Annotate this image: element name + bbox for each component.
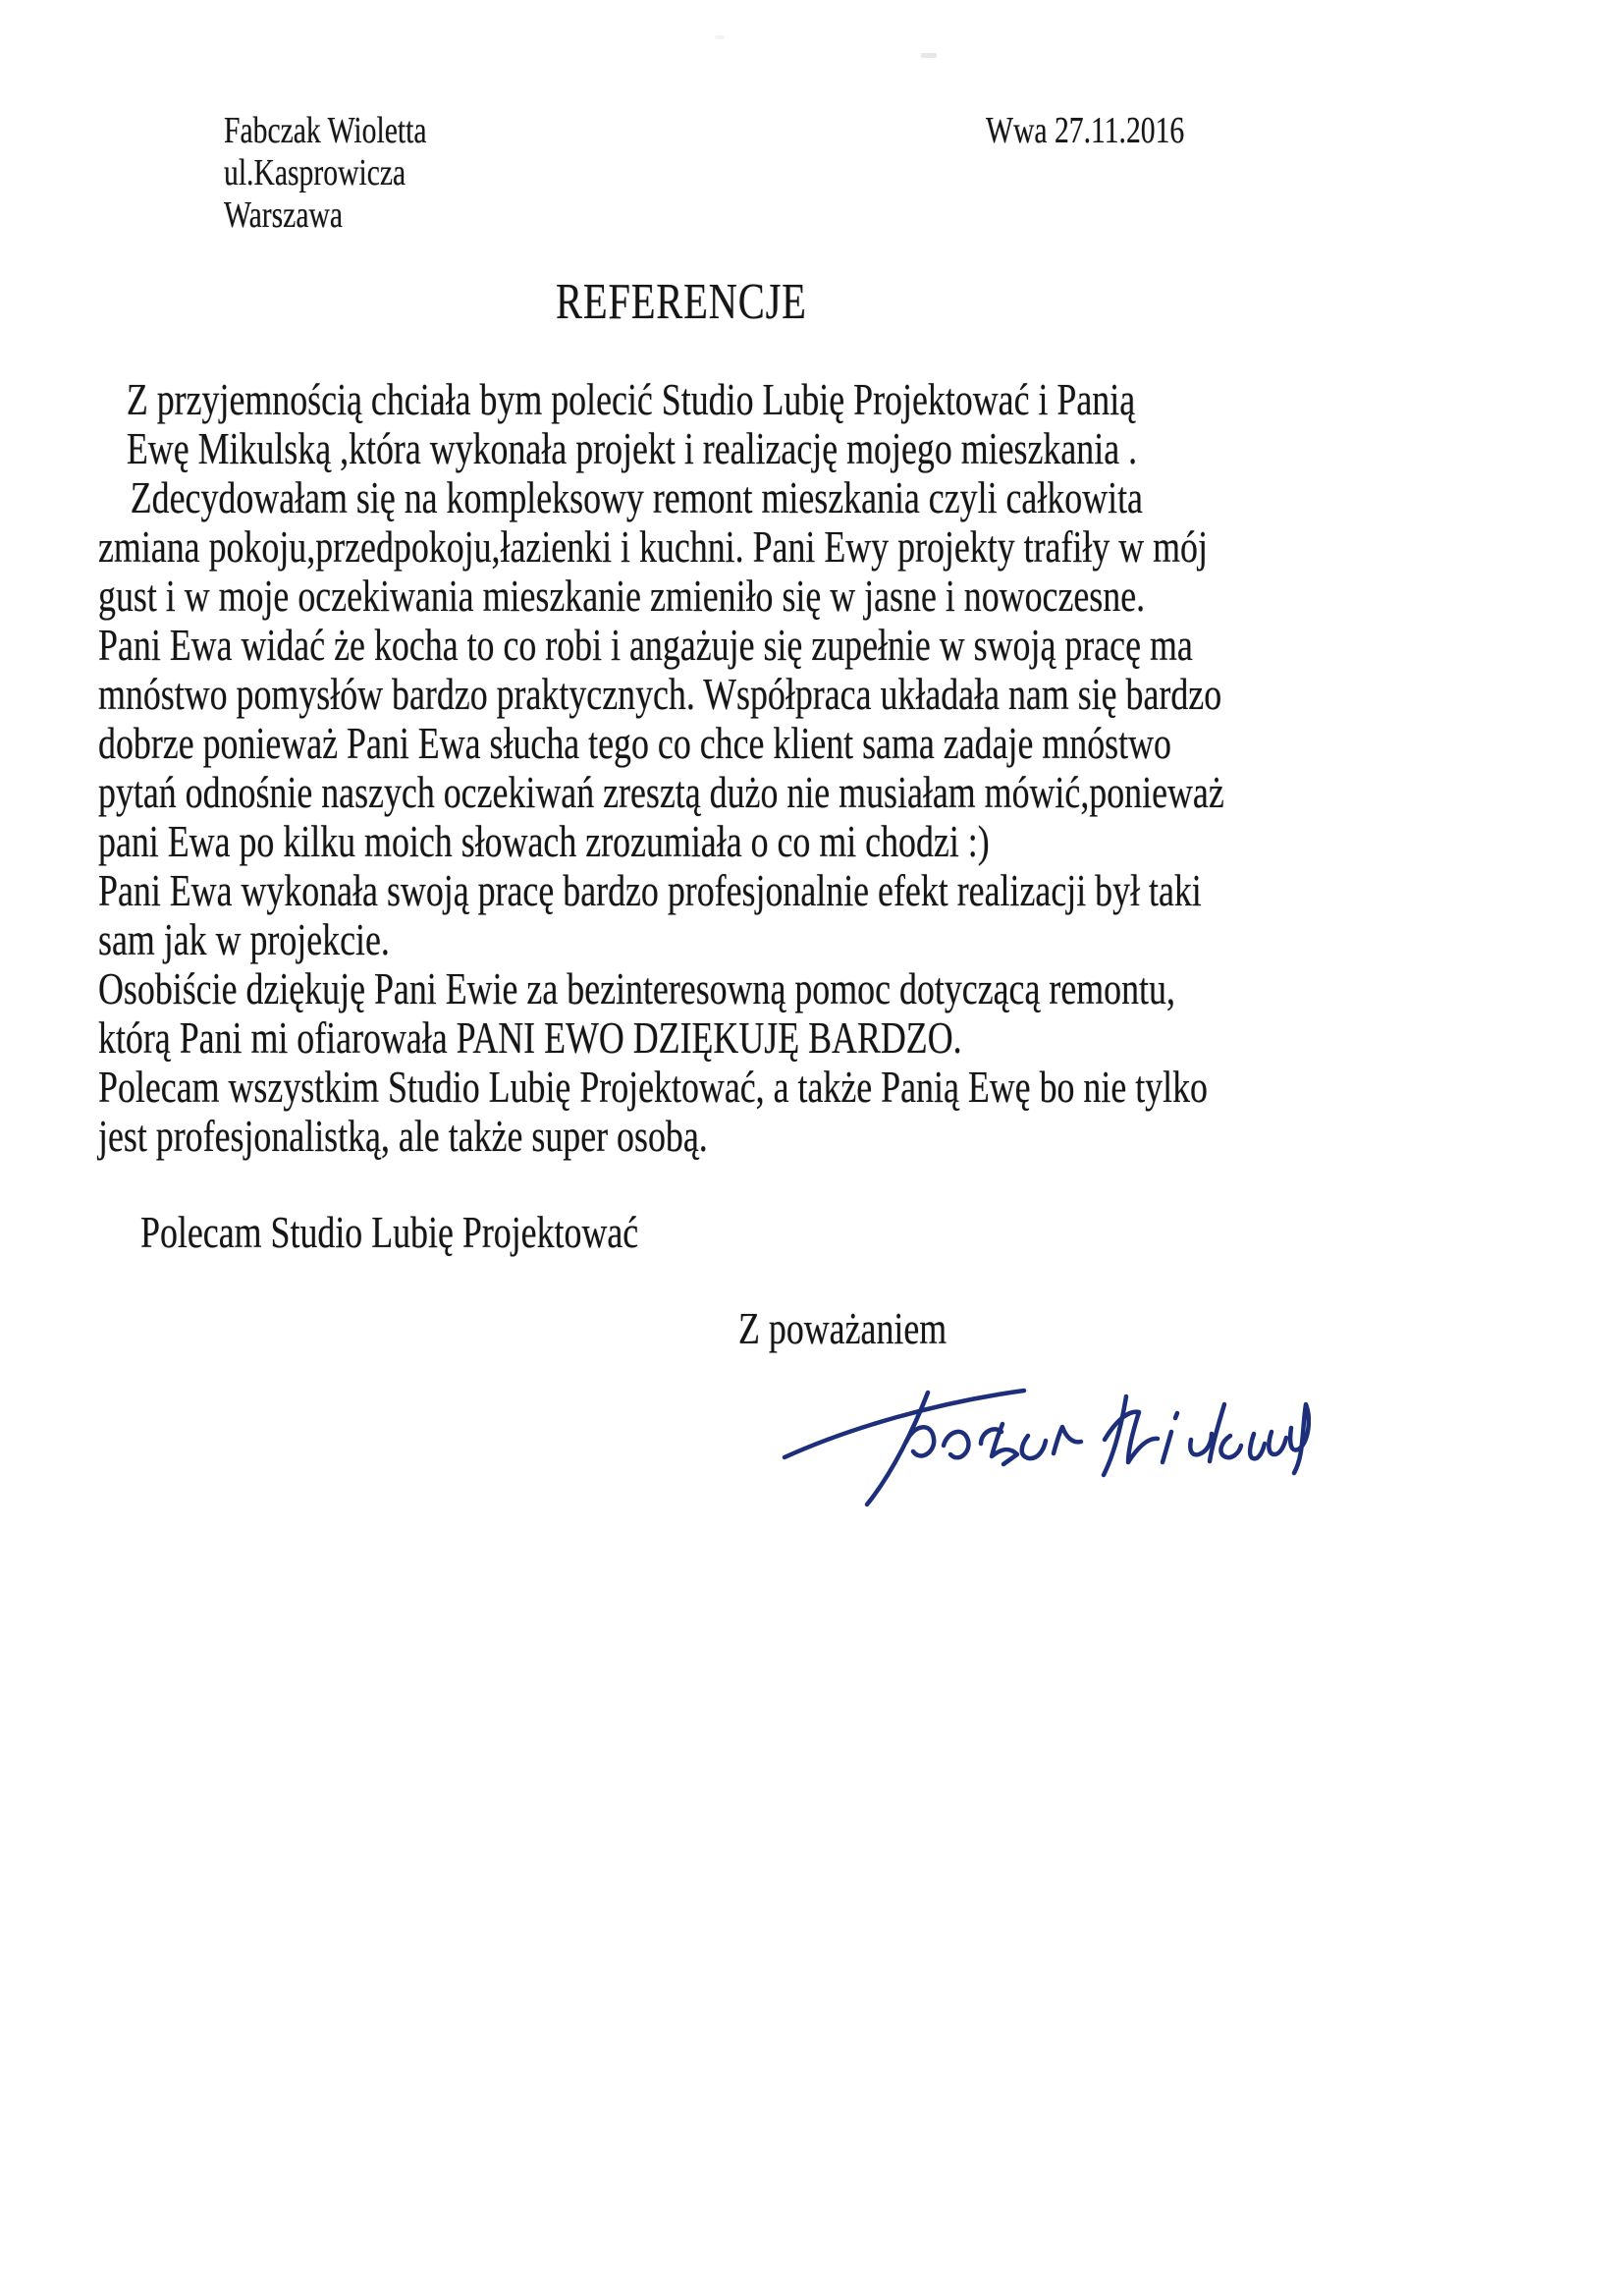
body-line: Ewę Mikulską ,która wykonała projekt i realizację mojego mieszkania . [126, 423, 1138, 473]
sender-name: Fabczak Wioletta [224, 110, 427, 151]
body-line: którą Pani mi ofiarowała PANI EWO DZIĘKUJĘ BARDZO. [98, 1012, 962, 1063]
signature-ink-strokes [781, 1363, 1311, 1515]
body-line: sam jak w projekcie. [98, 914, 390, 964]
body-line: jest profesjonalistką, ale także super osobą. [98, 1111, 708, 1161]
body-line: Pani Ewa wykonała swoją pracę bardzo profesjonalnie efekt realizacji był taki [98, 865, 1202, 915]
valediction-text: Z poważaniem [738, 1303, 947, 1353]
letter-body [98, 375, 1571, 1161]
body-line: pani Ewa po kilku moich słowach zrozumiała o co mi chodzi :) [98, 816, 990, 866]
closing-recommendation [140, 1208, 779, 1257]
sender-street: ul.Kasprowicza [224, 152, 406, 193]
valediction [738, 1304, 1005, 1353]
body-line: Osobiście dziękuję Pani Ewie za bezinteresowną pomoc dotyczącą remontu, [98, 963, 1175, 1013]
sender-city: Warszawa [224, 194, 344, 236]
scan-artifact [715, 35, 725, 39]
body-line: Polecam wszystkim Studio Lubię Projektować, a także Panią Ewę bo nie tylko [98, 1062, 1208, 1112]
scan-artifact [921, 53, 937, 58]
body-line: Z przyjemnością chciała bym polecić Studio Lubię Projektować i Panią [126, 374, 1136, 424]
handwritten-signature [781, 1363, 1311, 1515]
body-line: Pani Ewa widać że kocha to co robi i angażuje się zupełnie w swoją pracę ma [98, 620, 1193, 670]
body-line: dobrze ponieważ Pani Ewa słucha tego co chce klient sama zadaje mnóstwo [98, 718, 1171, 768]
body-line: pytań odnośnie naszych oczekiwań zresztą dużo nie musiałam mówić,ponieważ [98, 767, 1224, 817]
body-line: zmiana pokoju,przedpokoju,łazienki i kuchni. Pani Ewy projekty trafiły w mój [98, 521, 1208, 572]
closing-recommendation-text: Polecam Studio Lubię Projektować [140, 1207, 639, 1257]
letter-date: Wwa 27.11.2016 [986, 110, 1185, 151]
body-line: gust i w moje oczekiwania mieszkanie zmieniło się w jasne i nowoczesne. [98, 571, 1146, 621]
sender-address-block [224, 110, 484, 237]
body-line: mnóstwo pomysłów bardzo praktycznych. Współpraca układała nam się bardzo [98, 669, 1222, 719]
letter-title: REFERENCJE [556, 274, 807, 330]
body-line: Zdecydowałam się na kompleksowy remont mieszkania czyli całkowita [130, 472, 1143, 522]
